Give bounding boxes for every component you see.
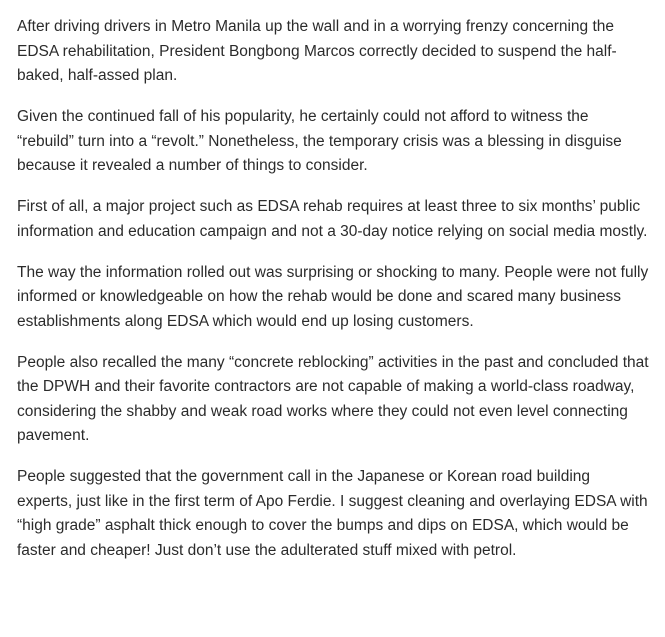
paragraph-5: People also recalled the many “concrete reblocking” activities in the past and concluded that the DPWH and their favorite contractors are not capable of making a world-class roadway, considering the shabby and weak road works where they could not even level connecting pavement. <box>17 353 649 444</box>
paragraph-1: After driving drivers in Metro Manila up the wall and in a worrying frenzy concerning the EDSA rehabilitation, President Bongbong Marcos correctly decided to suspend the half-baked, half-assed plan. <box>17 18 617 84</box>
article-body <box>17 15 649 580</box>
paragraph-2: Given the continued fall of his popularity, he certainly could not afford to witness the “rebuild” turn into a “revolt.” Nonetheless, the temporary crisis was a blessing in disguise because it revealed a number of things to consider. <box>17 108 622 174</box>
paragraph-3: First of all, a major project such as EDSA rehab requires at least three to six months’ public information and education campaign and not a 30-day notice relying on social media mostly. <box>17 198 648 240</box>
paragraph-4: The way the information rolled out was surprising or shocking to many. People were not fully informed or knowledgeable on how the rehab would be done and scared many business establishments along EDSA which would end up losing customers. <box>17 263 649 330</box>
paragraph-6: People suggested that the government call in the Japanese or Korean road building experts, just like in the first term of Apo Ferdie. I suggest cleaning and overlaying EDSA with “high grade” asphalt thick enough to cover the bumps and dips on EDSA, which would be faster and cheaper! Just don’t use the adulterated stuff mixed with petrol. <box>17 468 648 559</box>
